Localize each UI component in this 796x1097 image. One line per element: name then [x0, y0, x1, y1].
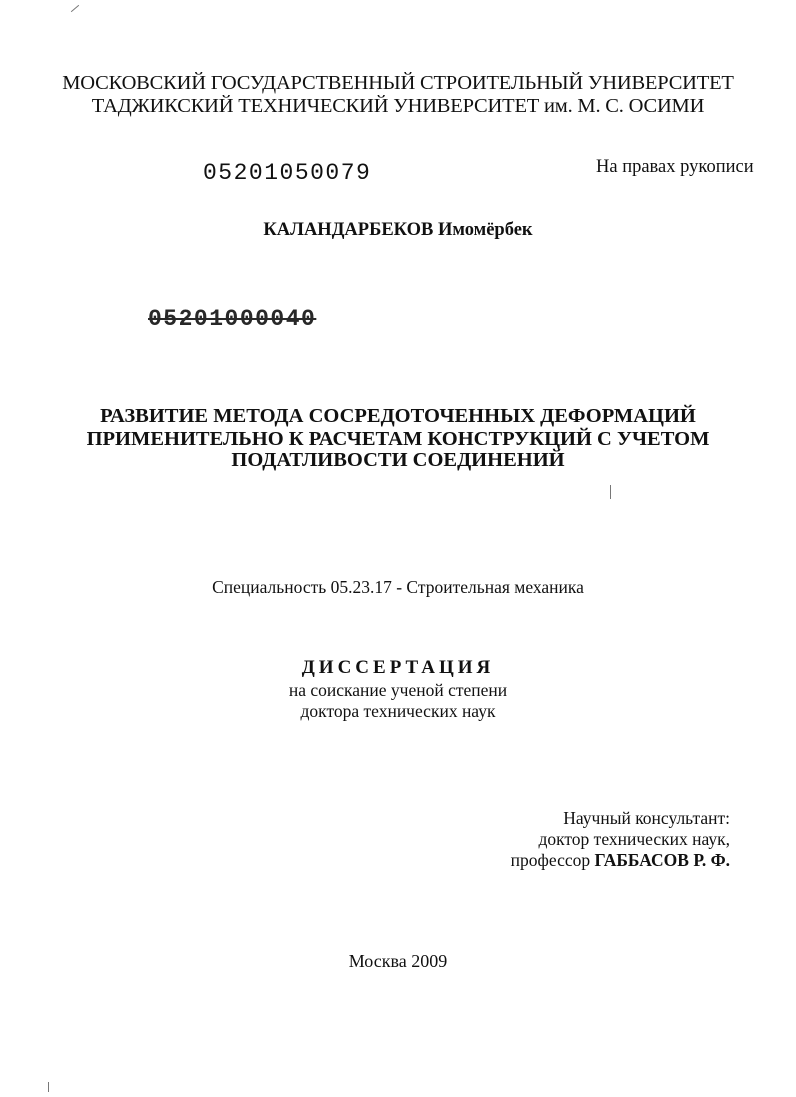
consultant-title: профессор: [510, 850, 591, 870]
dissertation-degree-line-2: доктора технических наук: [300, 701, 496, 721]
specialty: Специальность 05.23.17 - Строительная механика: [212, 577, 584, 597]
registration-code: 05201050079: [203, 160, 372, 186]
rights-note: На правах рукописи: [596, 157, 754, 177]
scan-speck: [610, 485, 611, 499]
consultant-degree: доктор технических наук,: [538, 829, 730, 849]
dissertation-label: ДИССЕРТАЦИЯ: [301, 657, 495, 678]
consultant-name: ГАББАСОВ Р. Ф.: [594, 850, 730, 870]
university-line-1: МОСКОВСКИЙ ГОСУДАРСТВЕННЫЙ СТРОИТЕЛЬНЫЙ УНИВЕРСИТЕТ: [62, 72, 734, 94]
consultant-label: Научный консультант:: [563, 808, 730, 828]
dissertation-degree-line-1: на соискание ученой степени: [288, 680, 508, 700]
scan-speck: [48, 1082, 49, 1092]
title-line-2: ПРИМЕНИТЕЛЬНО К РАСЧЕТАМ КОНСТРУКЦИЙ С УЧЕТОМ: [86, 428, 710, 450]
title-line-3: ПОДАТЛИВОСТИ СОЕДИНЕНИЙ: [231, 449, 565, 471]
title-line-1: РАЗВИТИЕ МЕТОДА СОСРЕДОТОЧЕННЫХ ДЕФОРМАЦИЙ: [100, 405, 696, 427]
university-line-2: ТАДЖИКСКИЙ ТЕХНИЧЕСКИЙ УНИВЕРСИТЕТ им. М. С. ОСИМИ: [91, 95, 705, 117]
city-year: Москва 2009: [348, 951, 448, 971]
scan-speck: [71, 5, 79, 12]
struck-code: 05201000040: [148, 306, 317, 332]
author-name: КАЛАНДАРБЕКОВ Имомёрбек: [263, 220, 533, 240]
consultant-name-line: [511, 850, 730, 871]
